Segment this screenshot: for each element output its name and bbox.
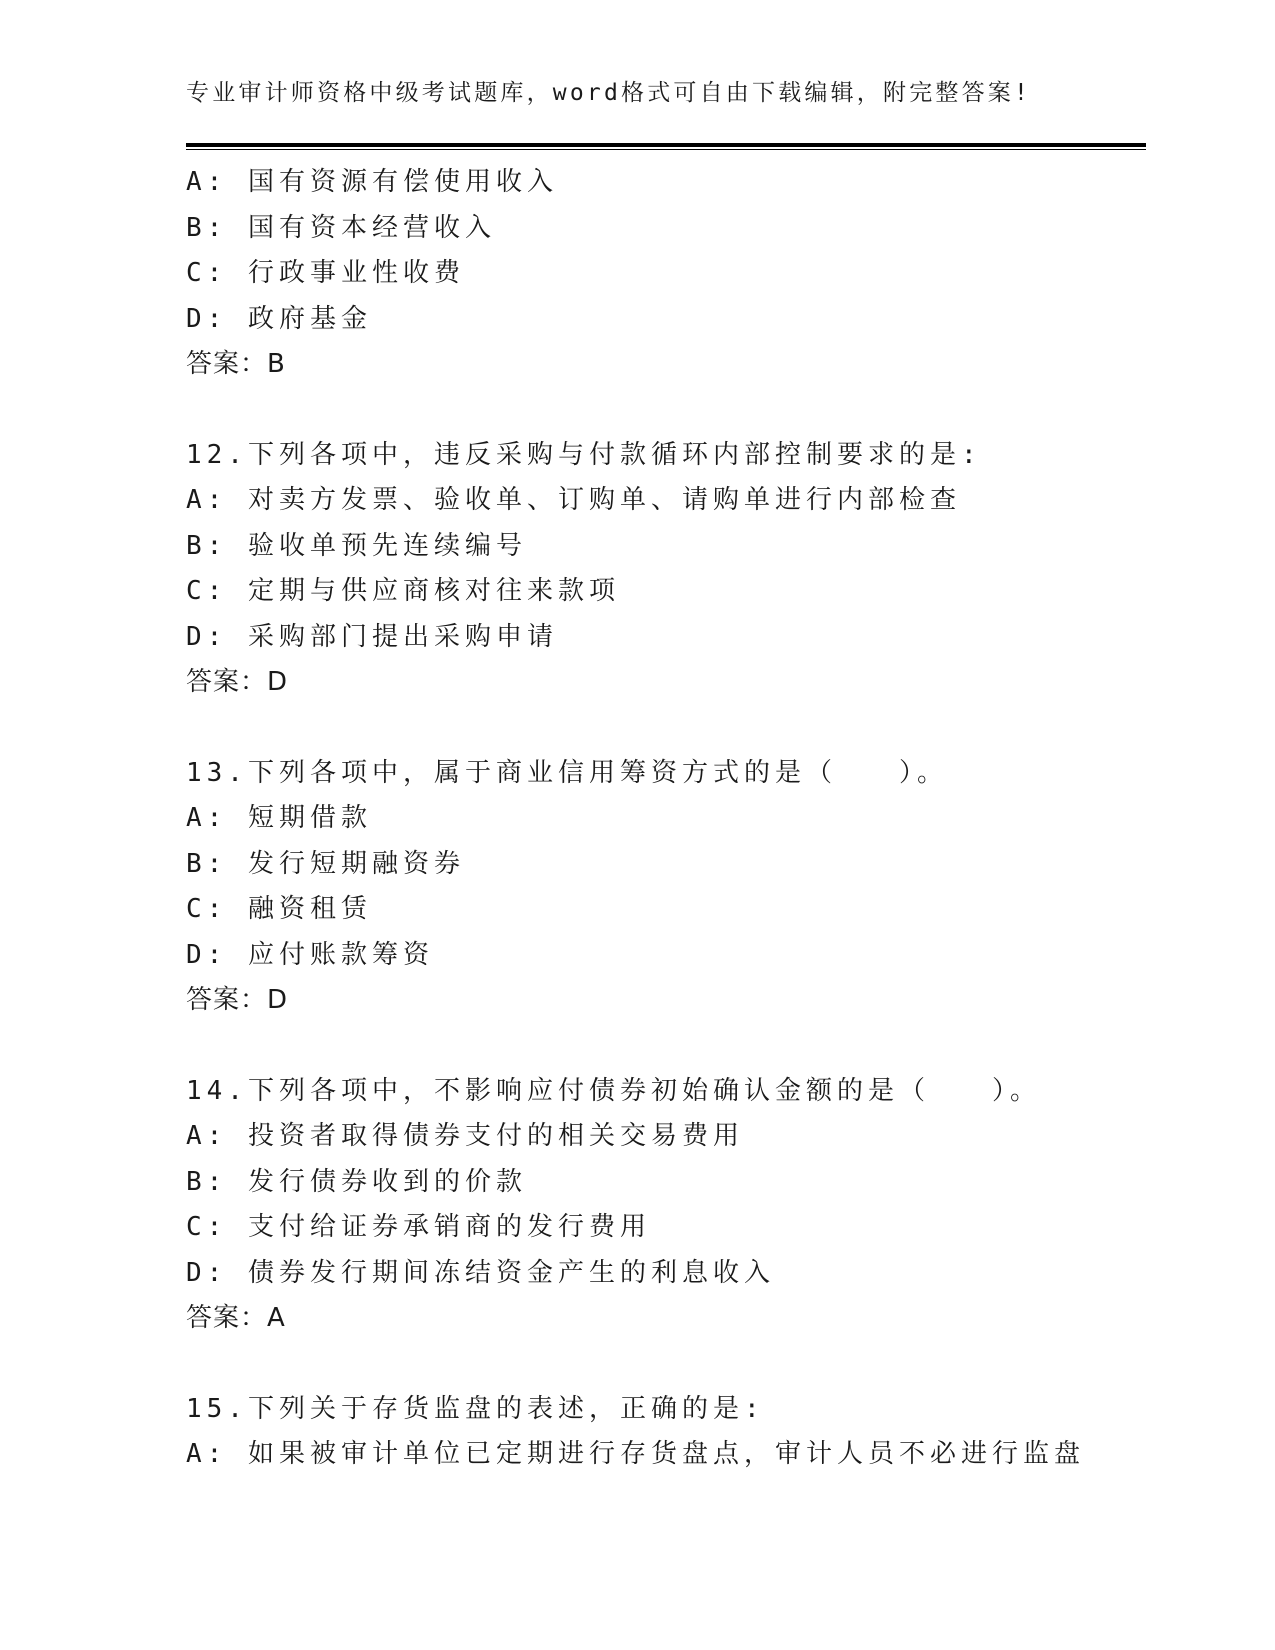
option-a: A: 如果被审计单位已定期进行存货盘点，审计人员不必进行监盘 (186, 1439, 1085, 1469)
answer: 答案：B (186, 349, 286, 379)
answer: 答案：D (186, 985, 289, 1015)
answer: 答案：D (186, 667, 289, 697)
question-15 (186, 1387, 1146, 1478)
question-content (186, 160, 1146, 1478)
option-d: D: 政府基金 (186, 303, 372, 334)
option-b: B: 发行短期融资券 (186, 848, 465, 879)
spacer (186, 1342, 1146, 1387)
answer: 答案：A (186, 1303, 286, 1333)
question-14 (186, 1069, 1146, 1342)
question-stem: 13.下列各项中，属于商业信用筹资方式的是（ ）。 (186, 757, 948, 788)
option-d: D: 应付账款筹资 (186, 939, 434, 970)
question-12 (186, 433, 1146, 706)
option-b: B: 国有资本经营收入 (186, 212, 496, 243)
option-a: A: 投资者取得债券支付的相关交易费用 (186, 1121, 744, 1151)
option-d: D: 债券发行期间冻结资金产生的利息收入 (186, 1257, 775, 1288)
option-c: C: 行政事业性收费 (186, 258, 465, 288)
spacer (186, 1024, 1146, 1069)
option-c: C: 支付给证券承销商的发行费用 (186, 1212, 651, 1242)
option-b: B: 验收单预先连续编号 (186, 530, 527, 561)
header-rule-thin (186, 149, 1146, 150)
option-a: A: 国有资源有偿使用收入 (186, 167, 558, 197)
spacer (186, 706, 1146, 751)
question-13 (186, 751, 1146, 1024)
header-rule-thick (186, 143, 1146, 147)
option-a: A: 对卖方发票、验收单、订购单、请购单进行内部检查 (186, 485, 961, 515)
page-header: 专业审计师资格中级考试题库，word格式可自由下载编辑，附完整答案! (186, 80, 1032, 106)
spacer (186, 388, 1146, 433)
question-stem: 15.下列关于存货监盘的表述，正确的是: (186, 1393, 765, 1424)
option-a: A: 短期借款 (186, 803, 372, 833)
question-stem: 12.下列各项中，违反采购与付款循环内部控制要求的是: (186, 439, 982, 470)
option-c: C: 融资租赁 (186, 894, 372, 924)
question-stem: 14.下列各项中，不影响应付债券初始确认金额的是（ ）。 (186, 1075, 1041, 1106)
option-b: B: 发行债券收到的价款 (186, 1166, 527, 1197)
option-d: D: 采购部门提出采购申请 (186, 621, 558, 652)
option-c: C: 定期与供应商核对往来款项 (186, 576, 620, 606)
question-11 (186, 160, 1146, 388)
